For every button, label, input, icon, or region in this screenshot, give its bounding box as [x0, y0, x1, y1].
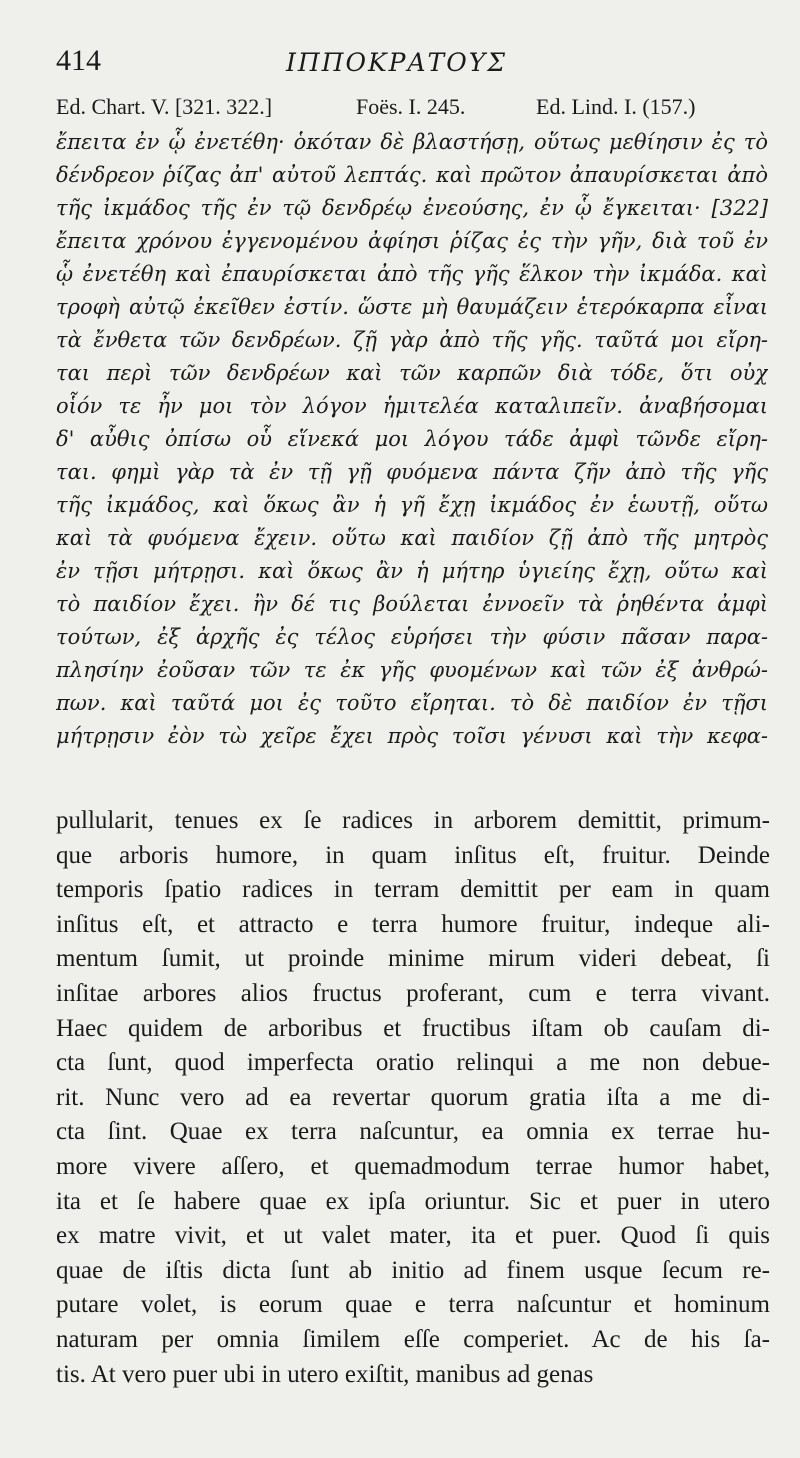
greek-text-line: τούτων, ἐξ ἀρχῆς ἐς τέλος εὑρήσει τὴν φύσιν πᾶσαν παρα- — [56, 625, 768, 649]
latin-text-line: pullularit, tenues ex ſe radices in arborem demittit, primum- — [56, 807, 770, 834]
greek-text-line: καὶ τὰ φυόμενα ἔχειν. οὕτω καὶ παιδίον ζῇ ἀπὸ τῆς μητρὸς — [56, 526, 768, 550]
latin-text-line: mentum ſumit, ut proinde minime mirum videri debeat, ſi — [56, 945, 770, 973]
greek-text-line: ἐν τῇσι μήτρῃσι. καὶ ὅκως ἂν ἡ μήτηρ ὑγιείης ἔχῃ, οὕτω καὶ — [56, 559, 768, 583]
latin-text-line: Haec quidem de arboribus et fructibus iſtam ob cauſam di- — [56, 1014, 770, 1042]
latin-text-line: quae de iſtis dicta ſunt ab initio ad finem usque ſecum re- — [56, 1256, 770, 1284]
ref-linden: Ed. Lind. I. (157.) — [536, 94, 696, 119]
running-title: ΙΠΠΟΚΡΑΤΟΥΣ — [286, 48, 507, 77]
page-number: 414 — [56, 44, 101, 77]
latin-text-line: temporis ſpatio radices in terram demittit per eam in quam — [56, 876, 770, 904]
latin-text-line: inſitae arbores alios fructus proferant, cum e terra vivant. — [56, 979, 770, 1007]
latin-text-line: ita et ſe habere quae ex ipſa oriuntur. Sic et puer in utero — [56, 1187, 770, 1215]
latin-text-line: ex matre vivit, et ut valet mater, ita et puer. Quod ſi quis — [56, 1222, 770, 1250]
greek-text-line: μήτρῃσιν ἐὸν τὼ χεῖρε ἔχει πρὸς τοῖσι γένυσι καὶ τὴν κεφα- — [56, 724, 768, 748]
greek-text-block — [56, 126, 768, 753]
latin-text-block — [56, 804, 770, 1392]
latin-text-line: que arboris humore, in quam inſitus eſt, fruitur. Deinde — [56, 841, 770, 869]
latin-text-line: inſitus eſt, et attracto e terra humore fruitur, indeque ali- — [56, 910, 770, 938]
ref-chartier: Ed. Chart. V. [321. 322.] — [56, 94, 273, 119]
greek-text-line: δ' αὖθις ὀπίσω οὗ εἵνεκά μοι λόγου τάδε ἀμφὶ τῶνδε εἴρη- — [56, 427, 768, 451]
greek-text-line: τὸ παιδίον ἔχει. ἢν δέ τις βούλεται ἐννοεῖν τὰ ῥηθέντα ἀμφὶ — [56, 592, 768, 616]
edition-references — [56, 94, 764, 122]
running-head — [56, 44, 764, 84]
greek-text-line: ται. φημὶ γὰρ τὰ ἐν τῇ γῇ φυόμενα πάντα ζῆν ἀπὸ τῆς γῆς — [56, 460, 768, 484]
greek-text-line: ᾧ ἐνετέθη καὶ ἐπαυρίσκεται ἀπὸ τῆς γῆς ἕλκον τὴν ἰκμάδα. καὶ — [56, 262, 768, 286]
greek-text-line: ται περὶ τῶν δενδρέων καὶ τῶν καρπῶν διὰ τόδε, ὅτι οὐχ — [56, 361, 768, 385]
ref-foesius: Foës. I. 245. — [356, 94, 466, 119]
latin-text-line: cta ſint. Quae ex terra naſcuntur, ea omnia ex terrae hu- — [56, 1118, 770, 1146]
latin-text-line: rit. Nunc vero ad ea revertar quorum gratia iſta a me di- — [56, 1083, 770, 1111]
greek-text-line: πλησίην ἐοῦσαν τῶν τε ἐκ γῆς φυομένων καὶ τῶν ἐξ ἀνθρώ- — [56, 658, 768, 682]
greek-text-line: τροφὴ αὐτῷ ἐκεῖθεν ἐστίν. ὥστε μὴ θαυμάζειν ἑτερόκαρπα εἶναι — [56, 295, 768, 319]
greek-text-line: τὰ ἔνθετα τῶν δενδρέων. ζῇ γὰρ ἀπὸ τῆς γῆς. ταῦτά μοι εἴρη- — [56, 328, 768, 352]
latin-text-line: tis. At vero puer ubi in utero exiſtit, manibus ad genas — [56, 1360, 594, 1388]
greek-text-line: πων. καὶ ταῦτά μοι ἐς τοῦτο εἴρηται. τὸ δὲ παιδίον ἐν τῇσι — [56, 691, 768, 715]
greek-text-line: δένδρεον ῥίζας ἀπ' αὐτοῦ λεπτάς. καὶ πρῶτον ἀπαυρίσκεται ἀπὸ — [56, 163, 768, 187]
greek-text-line: τῆς ἰκμάδος τῆς ἐν τῷ δενδρέῳ ἐνεούσης, ἐν ᾧ ἔγκειται· [322] — [56, 196, 768, 220]
greek-text-line: οἷόν τε ἦν μοι τὸν λόγον ἡμιτελέα καταλιπεῖν. ἀναβήσομαι — [56, 394, 768, 418]
latin-text-line: cta ſunt, quod imperfecta oratio relinqui a me non debue- — [56, 1049, 770, 1077]
greek-text-line: ἔπειτα χρόνου ἐγγενομένου ἀφίησι ῥίζας ἐς τὴν γῆν, διὰ τοῦ ἐν — [56, 229, 768, 253]
latin-text-line: putare volet, is eorum quae e terra naſcuntur et hominum — [56, 1291, 770, 1319]
latin-text-line: naturam per omnia ſimilem eſſe comperiet. Ac de his ſa- — [56, 1325, 770, 1353]
latin-text-line: more vivere aſſero, et quemadmodum terrae humor habet, — [56, 1152, 770, 1180]
greek-text-line: τῆς ἰκμάδος, καὶ ὅκως ἂν ἡ γῆ ἔχῃ ἰκμάδος ἐν ἑωυτῇ, οὕτω — [56, 493, 768, 517]
greek-text-line: ἔπειτα ἐν ᾧ ἐνετέθη· ὁκόταν δὲ βλαστήσῃ, οὕτως μεθίησιν ἐς τὸ — [56, 130, 768, 154]
